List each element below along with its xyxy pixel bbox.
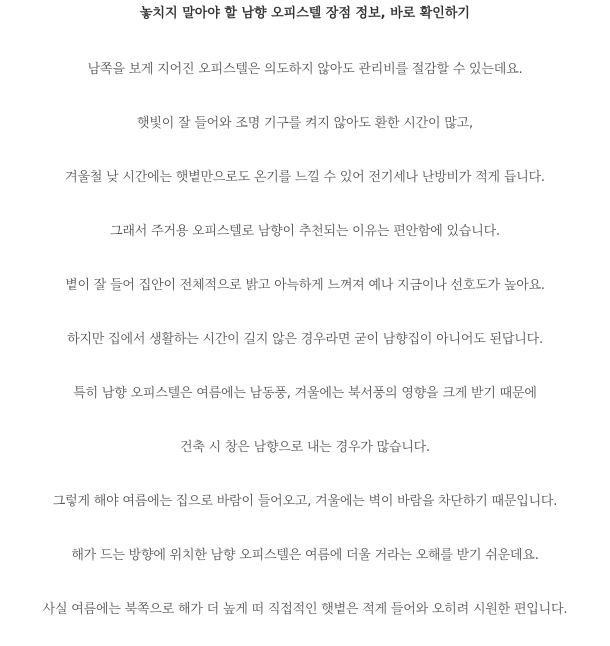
- paragraph-2: 햇빛이 잘 들어와 조명 기구를 켜지 않아도 환한 시간이 많고,: [137, 116, 473, 131]
- paragraph-7: 특히 남향 오피스텔은 여름에는 남동풍, 겨울에는 북서풍의 영향을 크게 받기 때문에: [73, 386, 537, 401]
- paragraph-8: 건축 시 창은 남향으로 내는 경우가 많습니다.: [180, 440, 430, 455]
- paragraph-10: 해가 드는 방향에 위치한 남향 오피스텔은 여름에 더울 거라는 오해를 받기 쉬운데요.: [71, 548, 539, 563]
- paragraph-6: 하지만 집에서 생활하는 시간이 길지 않은 경우라면 굳이 남향집이 아니어도 된답니다.: [67, 332, 543, 347]
- article-title: 놓치지 말아야 할 남향 오피스텔 장점 정보, 바로 확인하기: [140, 6, 470, 21]
- paragraph-5: 볕이 잘 들어 집안이 전체적으로 밝고 아늑하게 느껴져 예나 지금이나 선호도가 높아요.: [65, 278, 545, 293]
- paragraph-4: 그래서 주거용 오피스텔로 남향이 추천되는 이유는 편안함에 있습니다.: [110, 224, 500, 239]
- paragraph-1: 남쪽을 보게 지어진 오피스텔은 의도하지 않아도 관리비를 절감할 수 있는데요.: [87, 62, 523, 77]
- paragraph-9: 그렇게 해야 여름에는 집으로 바람이 들어오고, 겨울에는 벽이 바람을 차단하기 때문입니다.: [52, 494, 558, 509]
- paragraph-3: 겨울철 낮 시간에는 햇볕만으로도 온기를 느낄 수 있어 전기세나 난방비가 적게 듭니다.: [65, 170, 545, 185]
- paragraph-11: 사실 여름에는 북쪽으로 해가 더 높게 떠 직접적인 햇볕은 적게 들어와 오히려 시원한 편입니다.: [42, 602, 568, 617]
